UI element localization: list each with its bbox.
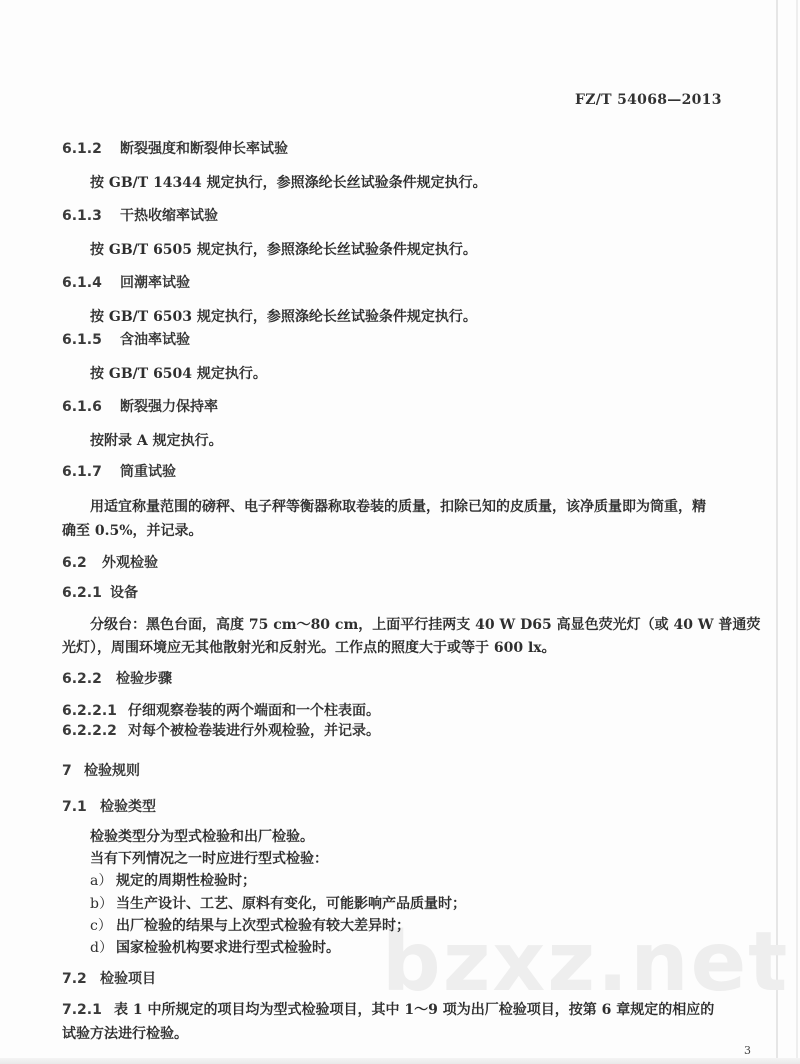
- section-heading: 6.2 外观检验: [62, 555, 158, 571]
- section-heading: 6.1.7 筒重试验: [62, 464, 176, 480]
- paragraph: 按 GB/T 14344 规定执行，参照涤纶长丝试验条件规定执行。: [90, 175, 487, 191]
- section-heading: 6.1.4 回潮率试验: [62, 275, 190, 291]
- list-marker: c）: [90, 918, 112, 934]
- paragraph: 用适宜称量范围的磅秤、电子秤等衡器称取卷装的质量，扣除已知的皮质量，该净质量即为筒重，精: [90, 499, 706, 515]
- paragraph: 检验类型分为型式检验和出厂检验。: [90, 829, 314, 845]
- list-item: a） 规定的周期性检验时；: [90, 870, 256, 890]
- list-item: c） 出厂检验的结果与上次型式检验有较大差异时；: [90, 915, 410, 935]
- page-number: 3: [744, 1044, 751, 1057]
- section-item: 7.2.1 表 1 中所规定的项目均为型式检验项目，其中 1～9 项为出厂检验项目，按第 6 章规定的相应的: [62, 1002, 715, 1018]
- paragraph: 按附录 A 规定执行。: [90, 433, 223, 449]
- watermark: bzxz.net: [382, 915, 790, 1010]
- list-marker: a）: [90, 873, 113, 889]
- paragraph: 按 GB/T 6505 规定执行，参照涤纶长丝试验条件规定执行。: [90, 242, 477, 258]
- list-item: b） 当生产设计、工艺、原料有变化，可能影响产品质量时；: [90, 893, 466, 913]
- standard-code: FZ/T 54068—2013: [575, 92, 722, 108]
- section-item: 6.2.2.1 仔细观察卷装的两个端面和一个柱表面。: [62, 703, 380, 719]
- section-heading: 6.1.5 含油率试验: [62, 332, 190, 348]
- section-heading: 6.1.3 干热收缩率试验: [62, 208, 218, 224]
- paragraph: 当有下列情况之一时应进行型式检验：: [90, 851, 328, 867]
- section-heading: 6.2.2 检验步骤: [62, 671, 172, 687]
- paragraph-continuation: 光灯），周围环境应无其他散射光和反射光。工作点的照度大于或等于 600 lx。: [62, 640, 556, 656]
- list-marker: b）: [90, 896, 113, 912]
- list-marker: d）: [90, 940, 113, 956]
- section-heading: 7.2 检验项目: [62, 971, 156, 987]
- paragraph: 按 GB/T 6503 规定执行，参照涤纶长丝试验条件规定执行。: [90, 309, 477, 325]
- paragraph: 分级台：黑色台面，高度 75 cm～80 cm，上面平行挂两支 40 W D65 高显色荧光灯（或 40 W 普通荧: [90, 617, 761, 633]
- paragraph: 按 GB/T 6504 规定执行。: [90, 366, 267, 382]
- paragraph-continuation: 试验方法进行检验。: [62, 1026, 188, 1042]
- section-heading: 6.2.1 设备: [62, 585, 138, 601]
- section-heading: 7.1 检验类型: [62, 799, 156, 815]
- section-item: 6.2.2.2 对每个被检卷装进行外观检验，并记录。: [62, 723, 380, 739]
- chapter-heading: 7 检验规则: [62, 763, 140, 779]
- section-heading: 6.1.6 断裂强力保持率: [62, 399, 218, 415]
- list-item: d） 国家检验机构要求进行型式检验时。: [90, 937, 340, 957]
- section-heading: 6.1.2 断裂强度和断裂伸长率试验: [62, 141, 288, 157]
- paragraph-continuation: 确至 0.5%，并记录。: [62, 523, 203, 539]
